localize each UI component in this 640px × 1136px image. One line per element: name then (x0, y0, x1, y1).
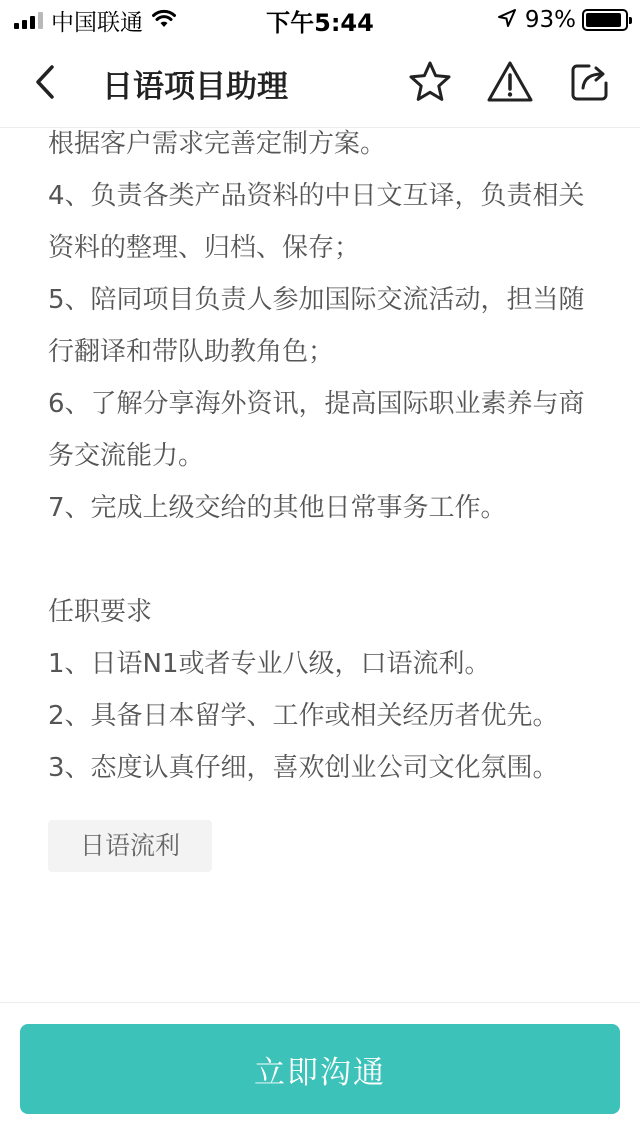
requirements-title: 任职要求 (48, 597, 153, 627)
requirement-line: 1、日语N1或者专业八级，口语流利。 (48, 649, 491, 679)
skill-tag: 日语流利 (48, 820, 212, 872)
back-chevron-icon (33, 64, 57, 104)
status-bar (0, 0, 640, 40)
description-line: 根据客户需求完善定制方案。 (48, 129, 387, 159)
clock: 下午5:44 (266, 8, 374, 37)
signal-icon (14, 11, 43, 29)
nav-actions (380, 54, 620, 114)
page-title: 日语项目助理 (102, 69, 288, 105)
nav-bar (0, 40, 640, 128)
description-line: 5、陪同项目负责人参加国际交流活动，担当随行翻译和带队助教角色； (48, 285, 585, 367)
divider (0, 1002, 640, 1003)
description-line: 6、了解分享海外资讯，提高国际职业素养与商务交流能力。 (48, 389, 585, 471)
battery-percent: 93% (524, 7, 576, 33)
carrier-label: 中国联通 (51, 9, 143, 36)
report-button[interactable] (480, 54, 540, 114)
battery-fill (586, 13, 621, 27)
share-button[interactable] (560, 54, 620, 114)
requirement-line: 2、具备日本留学、工作或相关经历者优先。 (48, 701, 559, 731)
star-icon (408, 60, 452, 108)
requirement-line: 3、态度认真仔细，喜欢创业公司文化氛围。 (48, 753, 559, 783)
wifi-icon (151, 6, 177, 34)
job-description (48, 118, 608, 872)
status-left (14, 4, 177, 37)
contact-now-button[interactable]: 立即沟通 (20, 1024, 620, 1114)
warning-icon (486, 60, 534, 108)
status-right (497, 6, 628, 34)
share-icon (569, 61, 611, 107)
back-button[interactable] (0, 40, 90, 128)
location-arrow-icon (497, 6, 517, 34)
description-line: 7、完成上级交给的其他日常事务工作。 (48, 493, 507, 523)
favorite-button[interactable] (400, 54, 460, 114)
battery-icon (582, 9, 628, 31)
description-line: 4、负责各类产品资料的中日文互译，负责相关资料的整理、归档、保存； (48, 181, 585, 263)
